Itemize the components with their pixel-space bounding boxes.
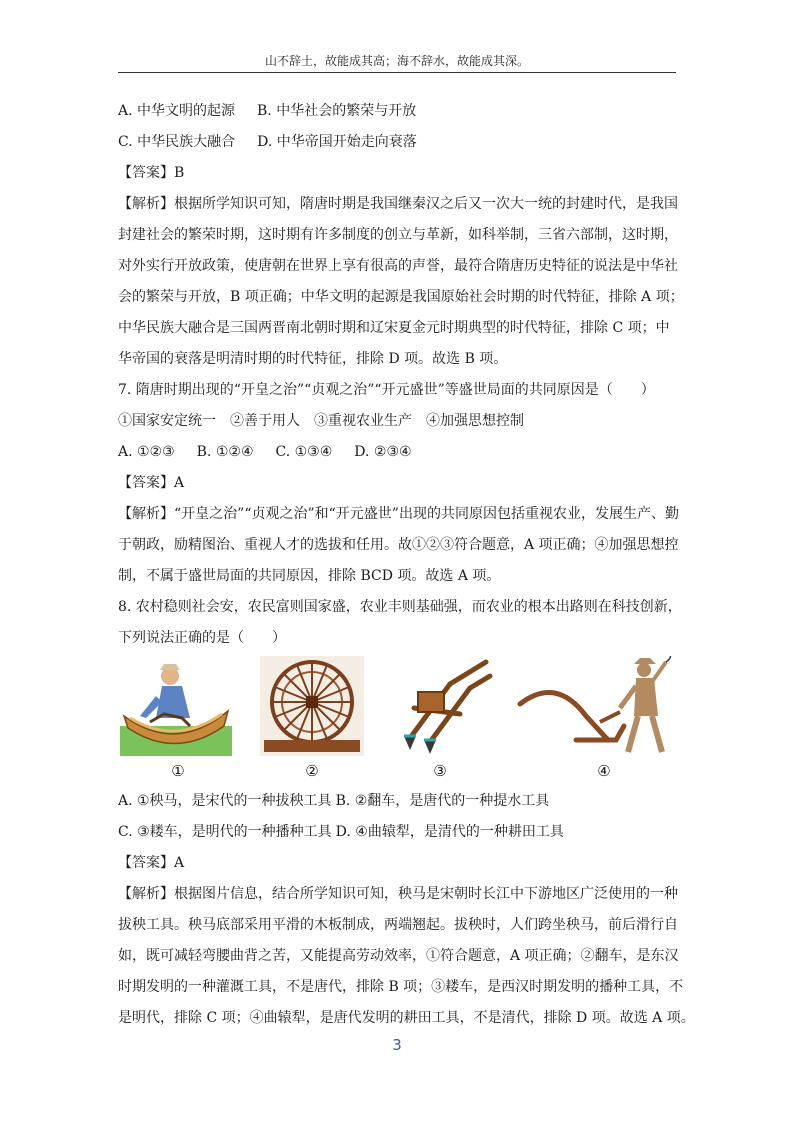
q8-analysis-line: 如，既可减轻弯腰曲背之苦，又能提高劳动效率，①符合题意，A 项正确；②翻车，是东汉 <box>118 948 679 964</box>
q6-analysis-line: 【解析】根据所学知识可知，隋唐时期是我国继秦汉之后又一次大一统的封建时代，是我国 <box>118 196 678 212</box>
figure-4-label: ④ <box>597 762 611 780</box>
q8-analysis-line: 【解析】根据图片信息，结合所学知识可知，秧马是宋朝时长江中下游地区广泛使用的一种 <box>118 886 678 902</box>
yangma-illustration-icon <box>120 656 232 756</box>
q8-stem-line: 下列说法正确的是（ ） <box>118 630 286 646</box>
q8-options-row-2 <box>118 817 676 848</box>
q8-figures <box>118 656 676 784</box>
q6-option-c: C. 中华民族大融合 <box>118 134 236 150</box>
figure-1-label: ① <box>171 762 185 780</box>
figure-fanche <box>260 656 364 756</box>
q6-options-row-1 <box>118 96 676 127</box>
figure-3-label: ③ <box>433 762 447 780</box>
figure-louche <box>390 656 494 756</box>
page-number: 3 <box>392 1036 402 1054</box>
q6-option-a: A. 中华文明的起源 <box>118 103 236 119</box>
q7-analysis-line: 【解析】“开皇之治”“贞观之治”和“开元盛世”出现的共同原因包括重视农业，发展生产、勤 <box>118 506 679 522</box>
q7-option-d: D. ②③④ <box>354 444 412 460</box>
q7-option-a: A. ①②③ <box>118 444 175 460</box>
page-content <box>118 96 695 1034</box>
q7-answer: 【答案】A <box>118 475 185 491</box>
q8-answer: 【答案】A <box>118 855 185 871</box>
figure-2-label: ② <box>305 762 319 780</box>
q8-option-b: B. ②翻车，是唐代的一种提水工具 <box>335 793 550 809</box>
figure-quyuanli <box>516 656 674 756</box>
q7-option-c: C. ①③④ <box>275 444 333 460</box>
q6-option-b: B. 中华社会的繁荣与开放 <box>257 103 417 119</box>
q8-option-a: A. ①秧马，是宋代的一种拔秧工具 <box>118 793 332 809</box>
q8-analysis-line: 时期发明的一种灌溉工具，不是唐代，排除 B 项；③耧车，是西汉时期发明的播种工具，不 <box>118 979 684 995</box>
seed-drill-illustration-icon <box>390 656 494 756</box>
q6-option-d: D. 中华帝国开始走向衰落 <box>257 134 417 150</box>
q8-option-c: C. ③耧车，是明代的一种播种工具 <box>118 824 332 840</box>
curved-plow-illustration-icon <box>516 656 674 756</box>
q7-options-row <box>118 437 676 468</box>
q8-options-row-1 <box>118 786 676 817</box>
page-header-motto: 山不辞土，故能成其高；海不辞水，故能成其深。 <box>264 54 529 68</box>
q8-analysis-line: 是明代，排除 C 项；④曲辕犁，是唐代发明的耕田工具，不是清代，排除 D 项。故选 A 项。 <box>118 1010 695 1026</box>
q8-analysis-line: 拔秧工具。秧马底部采用平滑的木板制成，两端翘起。拔秧时，人们跨坐秧马，前后滑行自 <box>118 917 678 933</box>
q7-analysis-line: 制，不属于盛世局面的共同原因，排除 BCD 项。故选 A 项。 <box>118 568 501 584</box>
q6-answer: 【答案】B <box>118 165 185 181</box>
q6-analysis-line: 对外实行开放政策，使唐朝在世界上享有很高的声誉，最符合隋唐历史特征的说法是中华社 <box>118 258 678 274</box>
q8-option-d: D. ④曲辕犁，是清代的一种耕田工具 <box>335 824 564 840</box>
q6-analysis-line: 会的繁荣与开放，B 项正确；中华文明的起源是我国原始社会时期的时代特征，排除 A 项； <box>118 289 684 305</box>
q7-stem: 7. 隋唐时期出现的“开皇之治”“贞观之治”“开元盛世”等盛世局面的共同原因是（ ） <box>118 382 655 398</box>
q7-items: ①国家安定统一 ②善于用人 ③重视农业生产 ④加强思想控制 <box>118 413 524 429</box>
q6-analysis-line: 封建社会的繁荣时期，这时期有许多制度的创立与革新，如科举制，三省六部制，这时期， <box>118 227 678 243</box>
q7-option-b: B. ①②④ <box>196 444 254 460</box>
q6-analysis-line: 华帝国的衰落是明清时期的时代特征，排除 D 项。故选 B 项。 <box>118 351 508 367</box>
header-divider <box>118 72 676 73</box>
q6-options-row-2 <box>118 127 676 158</box>
water-wheel-illustration-icon <box>260 656 364 756</box>
q7-analysis-line: 于朝政，励精图治、重视人才的选拔和任用。故①②③符合题意，A 项正确；④加强思想控 <box>118 537 679 553</box>
q8-stem-line: 8. 农村稳则社会安，农民富则国家盛，农业丰则基础强，而农业的根本出路则在科技创新， <box>118 599 682 615</box>
q6-analysis-line: 中华民族大融合是三国两晋南北朝时期和辽宋夏金元时期典型的时代特征，排除 C 项；中 <box>118 320 670 336</box>
figure-yangma <box>120 656 232 756</box>
